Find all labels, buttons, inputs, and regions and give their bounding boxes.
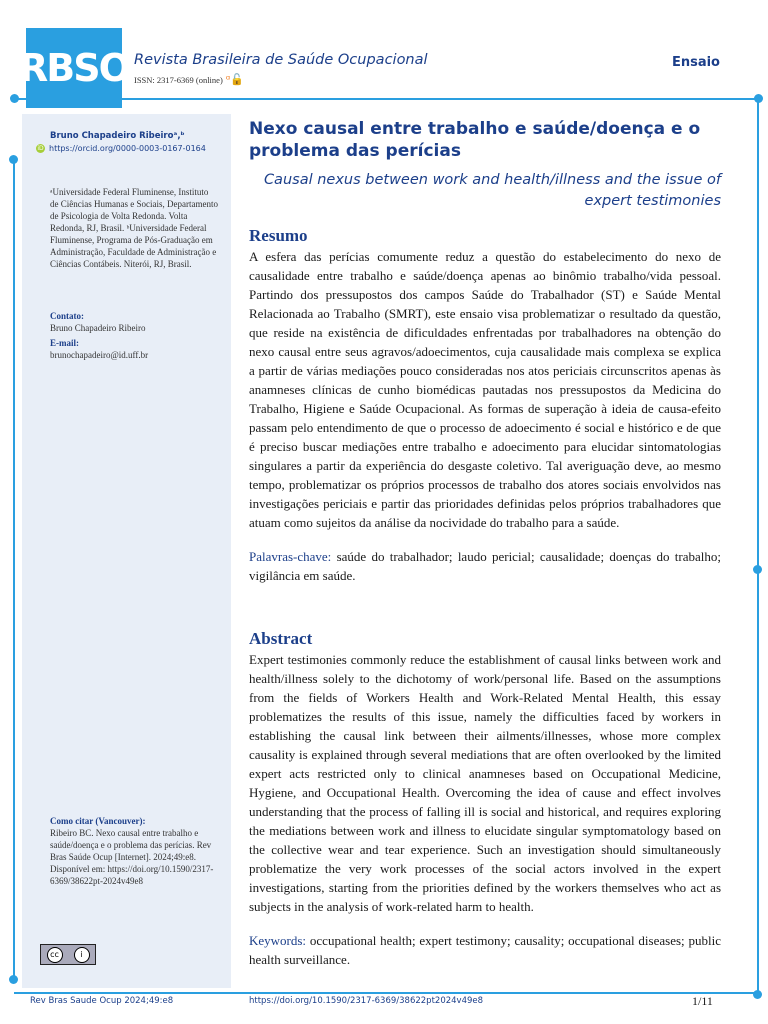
orcid-icon: iD <box>37 145 44 152</box>
orcid-link[interactable]: https://orcid.org/0000-0003-0167-0164 <box>49 144 206 153</box>
email-value[interactable]: brunochapadeiro@id.uff.br <box>50 350 149 360</box>
rule-dot-left <box>10 94 19 103</box>
abstract-heading: Abstract <box>249 629 313 648</box>
journal-title: Revista Brasileira de Saúde Ocupacional <box>134 52 428 68</box>
keywords-text: occupational health; expert testimony; causality; occupational diseases; public health surveillance. <box>249 933 721 967</box>
affiliation: ᵃUniversidade Federal Fluminense, Instituto de Ciências Humanas e Sociais, Departamento de Psicologia de Volta Redonda. Volta Redonda, RJ, Brasil. ᵇUniversidade Federal Fluminense, Programa de Pós-Graduação em Administração, Faculdade de Administração e Ciências Contábeis. Niterói, RJ, Brasil. <box>50 187 218 269</box>
page-header <box>0 0 768 100</box>
keywords-label: Keywords: <box>249 933 307 948</box>
open-access-icon: ᵅ🔓 <box>225 73 244 86</box>
article-title-en: Causal nexus between work and health/illness and the issue of expert testimonies <box>263 172 721 209</box>
page-number: 1/11 <box>692 994 713 1008</box>
palavras-chave <box>249 547 721 585</box>
cite-label: Como citar (Vancouver): <box>50 816 146 826</box>
journal-logo: RBSO <box>26 28 122 108</box>
cc-icon: cc <box>47 947 63 963</box>
cc-by-icon[interactable] <box>40 944 96 965</box>
footer-citation: Rev Bras Saude Ocup 2024;49:e8 <box>30 996 174 1006</box>
border-dot-1 <box>9 155 18 164</box>
orcid-line[interactable] <box>36 143 206 155</box>
email-label: E-mail: <box>50 338 79 348</box>
header-rule <box>14 98 758 100</box>
cite-block <box>50 815 220 887</box>
right-border-line <box>757 100 759 995</box>
footer-doi[interactable]: https://doi.org/10.1590/2317-6369/38622pt2024v49e8 <box>249 996 484 1006</box>
issn-line <box>134 73 244 86</box>
author-name: Bruno Chapadeiro Ribeiroᵃ,ᵇ <box>50 131 185 141</box>
palavras-text: saúde do trabalhador; laudo pericial; causalidade; doenças do trabalho; vigilância em saúde. <box>249 549 721 583</box>
by-icon: i <box>74 947 90 963</box>
article-title-pt: Nexo causal entre trabalho e saúde/doença e o problema das perícias <box>249 119 701 161</box>
abstract-section <box>249 629 721 969</box>
abstract-text: Expert testimonies commonly reduce the establishment of causal links between work and health/illness solely to the dichotomy of work/personal life. Based on the assumptions from the fields of Workers Health and Work-Related Mental Health, this essay problematizes the results of this issue, namely the difficulties faced by workers in establishing the causal link between their ailments/illnesses, whose more complex causality is explained through several mediations that are often overlooked by the limited expert acts restricted only to clinical anamneses based on Occupational Medicine, Hygiene, and Occupational Health. Overcoming the idea of cause and effect involves understanding that the process of falling ill is social and historical, and requires exploring the mediations between work and illness to elucidate singular symptomatology based on the collective wear and tear experience. Such an investigation should simultaneously problematize the very work processes of the social actors involved in the expert investigations, starting from the priorities defined by the workers themselves who act as subjects in the analysis of work-related harm to health. <box>249 652 721 914</box>
contact-value: Bruno Chapadeiro Ribeiro <box>50 323 146 333</box>
border-dot-3 <box>753 565 762 574</box>
resumo-heading: Resumo <box>249 226 308 245</box>
footer-rule <box>14 992 758 994</box>
cite-value: Ribeiro BC. Nexo causal entre trabalho e saúde/doença e o problema das perícias. Rev Bras Saúde Ocup [Internet]. 2024;49:e8. Disponível em: https://doi.org/10.1590/2317-6369/38622pt-2024v49e8 <box>50 828 214 886</box>
left-border-line <box>13 160 15 980</box>
document-type: Ensaio <box>671 55 720 70</box>
border-dot-2 <box>9 975 18 984</box>
contact-block <box>50 310 220 361</box>
resumo-text: A esfera das perícias comumente reduz a questão do estabelecimento do nexo de causalidade entre trabalho e saúde/doença apenas ao binômio trabalho/vida pessoal. Partindo dos pressupostos dos campos Saúde do Trabalhador (ST) e Saúde Mental Relacionada ao Trabalho (SMRT), este ensaio visa problematizar o resultado da questão, que reside na existência de dificuldades enfrentadas por trabalhadores na obtenção do nexo causal entre seus agravos/adoecimentos, cuja causalidade mais complexa se explica a partir de várias mediações pouco consideradas nos atos periciais circunscritos apenas às anamneses clínicas de cunho biomédicas pautadas nos pressupostos da Medicina do Trabalho, Higiene e Saúde Ocupacional. As formas de superação à ideia de causa-efeito passam pelo entendimento de que o processo de adoecimento é social e histórico e de que é preciso buscar mediações entre trabalho e adoecimento para elucidar sintomatologias singulares a partir da experiência do desgaste coletivo. Tal averiguação deve, ao mesmo tempo, problematizar os próprios processos de trabalho dos atores sociais envolvidos nas investigações periciais e partir das prioridades definidas pelos próprios trabalhadores que atuam como sujeitos da análise da nocividade do trabalho para a saúde. <box>249 249 721 530</box>
keywords <box>249 931 721 969</box>
issn-text: ISSN: 2317-6369 (online) <box>134 75 223 85</box>
resumo-section <box>249 226 721 585</box>
contact-label: Contato: <box>50 311 84 321</box>
palavras-label: Palavras-chave: <box>249 549 332 564</box>
